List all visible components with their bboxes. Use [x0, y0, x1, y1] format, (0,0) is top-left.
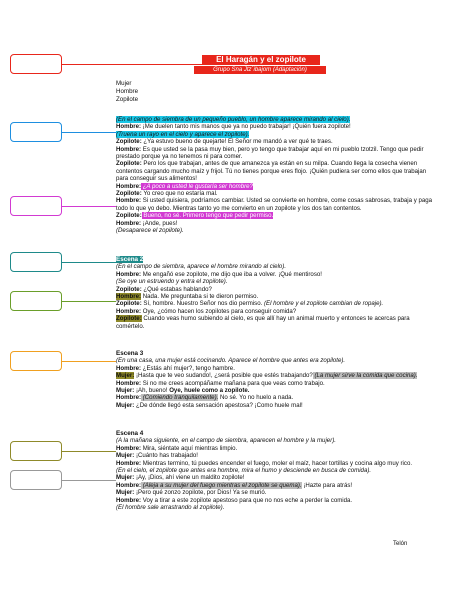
annotation-box-dialogue[interactable] — [10, 196, 62, 216]
speaker: Hombre: — [116, 219, 142, 227]
scene-4 — [116, 430, 434, 511]
dialogue: Cuando veas humo subiendo al cielo, es que allí hay un animal muerto y entonces te acercas para comértelo. — [116, 315, 410, 330]
stage-direction: (En el cielo, el zopilote que antes era hombre, mira el humo y desciende en busca de comida). — [116, 467, 372, 475]
speaker: Mujer: — [116, 372, 135, 380]
annotation-box-stage-dir[interactable] — [10, 351, 62, 371]
speaker: Mujer: — [116, 474, 135, 482]
dialogue: Pero los que trabajan, antes de que amanezca ya están en su milpa. Cuando llega la cosecha vienen contentos cargando mucho maíz y frijol. Tú no tienes porque eres flojo. ¡Quién pudiera ser como ellos que trabajan para conseguir sus alimentos! — [116, 160, 427, 183]
speaker: Zopilote: — [116, 315, 142, 323]
speaker: Hombre: — [116, 459, 142, 467]
annotation-connector — [62, 361, 116, 362]
speaker: Hombre: — [116, 364, 142, 372]
dialogue: Mientras termino, tú puedes encender el fuego, moler el maíz, hacer tortillas y cocina algo muy rico. — [141, 459, 413, 467]
annotation-box-scene2[interactable] — [10, 252, 62, 272]
speaker: Zopilote: — [116, 212, 142, 220]
dialogue-emphasis: Oye, huele como a zopilote. — [169, 387, 250, 395]
stage-direction: (A la mañana siguiente, en el campo de siembra, aparecen el hombre y la mujer). — [116, 437, 336, 445]
cast-item: Hombre — [116, 88, 139, 95]
annotation-connector — [62, 206, 116, 207]
dialogue: Yo creo que no estaría mal. — [141, 190, 218, 198]
stage-direction: (El hombre sale arrastrando al zopilote). — [116, 504, 225, 512]
speaker: Hombre: — [116, 197, 142, 205]
speaker: Hombre: — [116, 145, 142, 153]
dialogue: Voy a tirar a este zopilote apestoso para que no nos eche a perder la comida. — [141, 496, 353, 504]
dialogue: ¡Ah, bueno! — [134, 387, 170, 395]
dialogue: Sí, hombre. Nuestro Señor nos dio permiso. — [141, 300, 263, 308]
annotation-box-scene1[interactable] — [10, 122, 62, 142]
dialogue: ¡Ande, pues! — [141, 219, 178, 227]
speaker: Zopilote: — [116, 160, 142, 168]
cast-item: Zopilote — [116, 96, 139, 103]
dialogue: ¡Cuánto has trabajado! — [134, 452, 198, 460]
dialogue: ¿De dónde llegó esta sensación apestosa? ¡Como huele mal! — [134, 401, 303, 409]
speaker: Mujer: — [116, 452, 135, 460]
dialogue: ¿Qué estabas hablando? — [141, 285, 212, 293]
dialogue: ¡Ay, ¡Dios, ahí viene un maldito zopilote! — [134, 474, 245, 482]
stage-direction: (Truena un rayo en el cielo y aparece el zopilote). — [116, 130, 250, 138]
scene-3 — [116, 350, 434, 409]
stage-direction: (Se oye un estruendo y entra el zopilote). — [116, 278, 228, 286]
speaker: Hombre: — [116, 123, 142, 131]
annotation-connector — [62, 64, 202, 65]
dialogue: ¿Ya estuvo bueno de quejarte! El Señor me mandó a ver qué te traes. — [141, 138, 333, 146]
cast-list — [116, 80, 138, 104]
stage-direction: (La mujer sirve la comida que cocina). — [312, 372, 418, 380]
stage-direction: (En el campo de siembra de un pequeño pueblo, un hombre aparece mirando al cielo). — [116, 116, 351, 123]
speaker: Hombre: — [116, 444, 142, 452]
dialogue: ¿Estás ahí mujer?, tengo hambre. — [141, 364, 235, 372]
stage-direction: (Comiendo tranquilamente). — [141, 394, 219, 402]
scene-1 — [116, 116, 434, 235]
annotation-box-title[interactable] — [10, 54, 62, 74]
annotation-box-speaker[interactable] — [10, 291, 62, 311]
dialogue: Bueno, no sé. Primero tengo que pedir permiso. — [141, 212, 274, 220]
annotation-connector — [62, 262, 116, 263]
dialogue: Mira, siéntate aquí mientras limpio. — [141, 444, 238, 452]
document-subtitle: Grupo Sna Jtz´ibajom (Adaptación) — [194, 66, 326, 74]
speaker: Zopilote: — [116, 285, 142, 293]
speaker: Hombre: — [116, 293, 142, 301]
dialogue: ¡Hazte para atrás! — [301, 481, 353, 489]
dialogue: Si usted quisiera, podríamos cambiar. Usted se convierte en hombre, come cosas sabrosas, trabaja y paga todo lo que yo debo. Mientras tanto yo me convierto en un zopilote y los dos tan contentos. — [116, 197, 433, 212]
scene-heading: Escena 3 — [116, 350, 144, 357]
speaker: Mujer: — [116, 401, 135, 409]
speaker: Zopilote: — [116, 138, 142, 146]
scene-heading: Escena 4 — [116, 430, 144, 437]
speaker: Hombre: — [116, 307, 142, 315]
stage-direction: (Desaparece el zopilote). — [116, 227, 184, 235]
speaker: Hombre: — [116, 379, 142, 387]
annotation-box-mujer[interactable] — [10, 441, 62, 461]
scene-2 — [116, 256, 434, 330]
speaker: Mujer: — [116, 387, 135, 395]
scene-heading: Escena 2 — [116, 256, 144, 263]
speaker: Zopilote: — [116, 190, 142, 198]
speaker: Mujer: — [116, 489, 135, 497]
annotation-box-dir-gray[interactable] — [10, 470, 62, 490]
dialogue: Si no me crees acompáñame mañana para que veas como trabajo. — [141, 379, 325, 387]
dialogue: ¡Me duelen tanto mis manos que ya no puedo trabajar! ¡Quién fuera zopilote! — [141, 123, 351, 131]
dialogue: ¿A poco a usted le gustaría ser hombre? — [141, 182, 253, 190]
speaker: Hombre: — [116, 270, 142, 278]
speaker: Hombre: — [116, 394, 142, 402]
dialogue: Nada. Me preguntaba si te dieron permiso. — [141, 293, 259, 301]
stage-direction: (El hombre y el zopilote cambian de ropaje). — [262, 300, 384, 308]
speaker: Hombre: — [116, 182, 142, 190]
cast-item: Mujer — [116, 80, 132, 87]
stage-direction: (Aleja a su mujer del fuego mientras el zopilote se quema). — [141, 481, 302, 489]
stage-direction: (En el campo de siembra, aparece el hombre mirando al cielo). — [116, 263, 287, 271]
document-title: El Haragán y el zopilote — [202, 55, 320, 65]
dialogue: Es que usted se la pasa muy bien, pero yo tengo que trabajar aquí en mi pueblo tzotzil. Tengo que pedir prestado porque ya no tenemos ni para comer. — [116, 145, 424, 161]
end-marker: Telón — [393, 541, 408, 547]
annotation-connector — [62, 480, 116, 481]
dialogue: ¡Hasta que te veo sudando!, ¿será posible que estés trabajando? — [134, 372, 313, 380]
dialogue: Me engañó ese zopilote, me dijo que iba a volver. ¡Qué mentiroso! — [141, 270, 322, 278]
speaker: Zopilote: — [116, 300, 142, 308]
speaker: Hombre: — [116, 481, 142, 489]
annotation-connector — [62, 451, 116, 452]
annotation-connector — [62, 301, 116, 302]
stage-direction: (En una casa, una mujer está cocinando. Aparece el hombre que antes era zopilote). — [116, 357, 346, 365]
dialogue: Oye, ¿cómo hacen los zopilotes para conseguir comida? — [141, 307, 297, 315]
dialogue: No sé. Yo no huelo a nada. — [218, 394, 294, 402]
speaker: Hombre: — [116, 496, 142, 504]
annotation-connector — [62, 132, 116, 133]
dialogue: ¡Pero qué zonzo zopilote, por Dios! Ya se murió. — [134, 489, 267, 497]
